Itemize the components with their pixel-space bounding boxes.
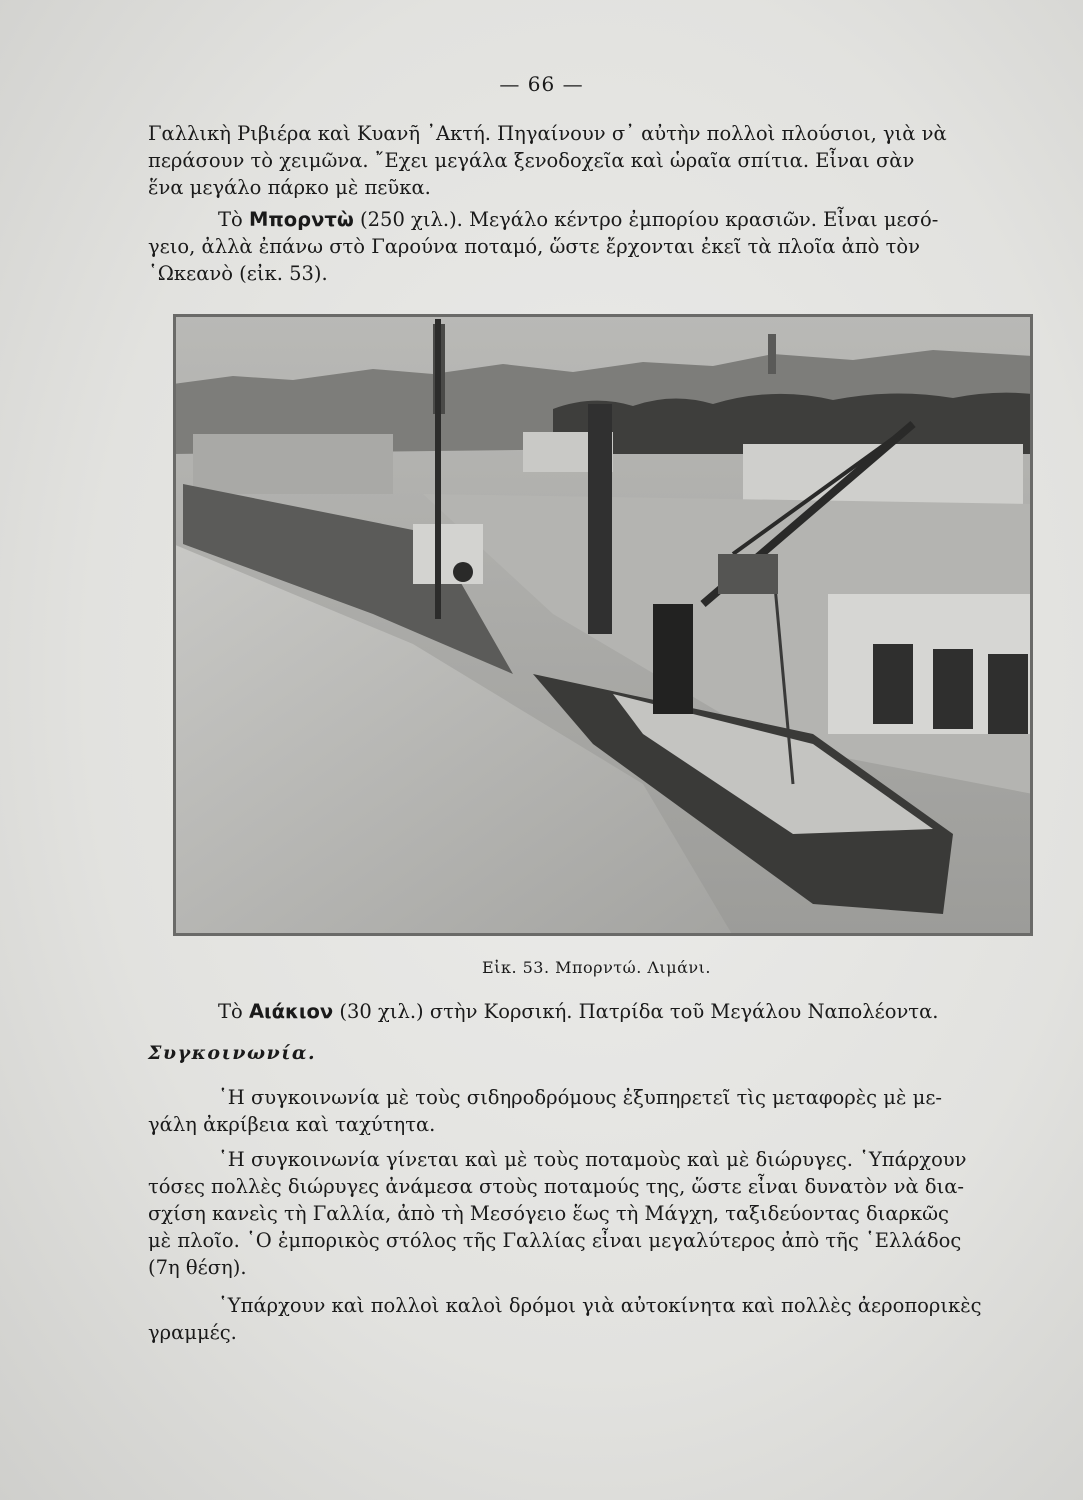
ajaccio-paragraph — [148, 998, 1068, 1025]
bordeaux-harbor-photo — [173, 314, 1033, 936]
text-run: (30 χιλ.) στὴν Κορσική. Πατρίδα τοῦ Μεγάλου Ναπολέοντα. — [339, 1000, 939, 1023]
text-line: ῾Η συγκοινωνία μὲ τοὺς σιδηροδρόμους ἐξυπηρετεῖ τὶς μεταφορὲς μὲ με- — [218, 1086, 943, 1109]
harbor-photo-illustration — [173, 314, 1033, 936]
section-heading: Συγκοινωνία. — [148, 1042, 317, 1064]
text-line — [148, 206, 1068, 233]
canals-paragraph — [148, 1146, 1068, 1281]
text-line: περάσουν τὸ χειμῶνα. ῎Εχει μεγάλα ξενοδοχεῖα καὶ ὡραῖα σπίτια. Εἶναι σὰν — [148, 149, 915, 172]
page-number: — 66 — — [499, 72, 584, 96]
text-line — [148, 998, 1068, 1025]
figure-caption: Εἰκ. 53. Μπορντώ. Λιμάνι. — [481, 958, 711, 977]
roads-paragraph — [148, 1292, 1068, 1346]
place-name-ajaccio: Αιάκιον — [248, 1000, 334, 1023]
bordeaux-paragraph — [148, 206, 1068, 287]
prefix: Τὸ — [218, 208, 243, 231]
text-run: (250 χιλ.). Μεγάλο κέντρο ἐμπορίου κρασιῶν. Εἶναι μεσό- — [360, 208, 939, 231]
text-line: ῾Ωκεανὸ (εἰκ. 53). — [148, 262, 328, 285]
text-line: γάλη ἀκρίβεια καὶ ταχύτητα. — [148, 1113, 436, 1136]
text-line: γειο, ἀλλὰ ἐπάνω στὸ Γαρούνα ποταμό, ὥστε ἔρχονται ἐκεῖ τὰ πλοῖα ἀπὸ τὸν — [148, 235, 920, 258]
text-line: μὲ πλοῖο. ῾Ο ἐμπορικὸς στόλος τῆς Γαλλίας εἶναι μεγαλύτερος ἀπὸ τῆς ῾Ελλάδος — [148, 1229, 962, 1252]
text-line: ῾Η συγκοινωνία γίνεται καὶ μὲ τοὺς ποταμοὺς καὶ μὲ διώρυγες. ῾Υπάρχουν — [218, 1148, 967, 1171]
railway-paragraph — [148, 1084, 1068, 1138]
prefix: Τὸ — [218, 1000, 243, 1023]
text-line: τόσες πολλὲς διώρυγες ἀνάμεσα στοὺς ποταμούς της, ὥστε εἶναι δυνατὸν νὰ δια- — [148, 1175, 965, 1198]
text-line: ἕνα μεγάλο πάρκο μὲ πεῦκα. — [148, 176, 431, 199]
text-line: γραμμές. — [148, 1321, 237, 1344]
text-line: σχίση κανεὶς τὴ Γαλλία, ἀπὸ τὴ Μεσόγειο ἕως τὴ Μάγχη, ταξιδεύοντας διαρκῶς — [148, 1202, 949, 1225]
text-line: Γαλλικὴ Ριβιέρα καὶ Κυανῆ ᾿Ακτή. Πηγαίνουν σ᾿ αὐτὴν πολλοὶ πλούσιοι, γιὰ νὰ — [148, 122, 947, 145]
text-line: (7η θέση). — [148, 1256, 247, 1279]
riviera-paragraph — [148, 120, 1068, 201]
text-line: ῾Υπάρχουν καὶ πολλοὶ καλοὶ δρόμοι γιὰ αὐτοκίνητα καὶ πολλὲς ἀεροπορικὲς — [218, 1294, 982, 1317]
place-name-bordeaux: Μπορντὼ — [248, 208, 354, 231]
